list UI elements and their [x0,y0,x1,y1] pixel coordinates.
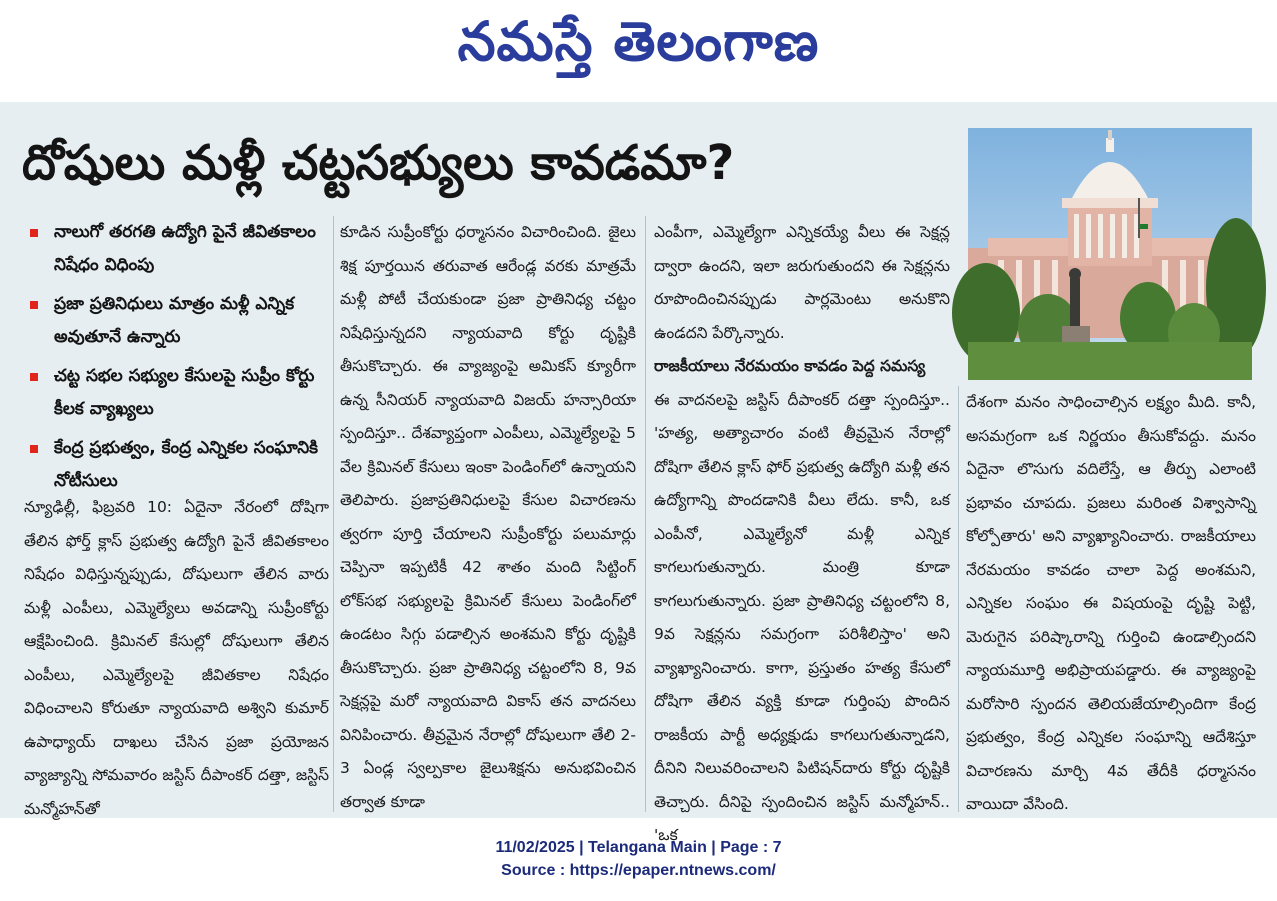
body-paragraph: ఎంపీగా, ఎమ్మెల్యేగా ఎన్నికయ్యే వీలు ఈ సెక్షన్ల ద్వారా ఉందని, ఇలా జరుగుతుందని ఈ సెక్షన్లను రూపొందించినప్పుడు పార్లమెంటు అనుకొని ఉండదని పేర్కొన్నారు. [654,223,950,342]
supreme-court-illustration [968,128,1252,380]
highlight-item [24,432,326,498]
source-link[interactable]: Source : https://epaper.ntnews.com/ [501,862,776,879]
bullet-square-icon [30,301,38,309]
article-column-1 [24,491,329,818]
article-column-4 [966,386,1256,813]
bullet-square-icon [30,445,38,453]
body-paragraph: దేశంగా మనం సాధించాల్సిన లక్ష్యం మీది. కానీ, అసమగ్రంగా ఒక నిర్ణయం తీసుకోవద్దు. మనం ఏదైనా లొసుగు వదిలేస్తే, ఆ తీర్పు ఎలాంటి ప్రభావం చూపదు. ప్రజలు మరింత విశ్వాసాన్ని కోల్పోతారు' అని వ్యాఖ్యానించారు. రాజకీయాలు నేరమయం కావడం చాలా పెద్ద అంశమని, ఎన్నికల సంఘం ఈ విషయంపై దృష్టి పెట్టి, మెరుగైన పరిష్కారాన్ని గుర్తించి ఉండాల్సిందని న్యాయమూర్తి అభిప్రాయపడ్డారు. ఈ వ్యాజ్యంపై మరోసారి స్పందన తెలియజేయాల్సిందిగా కేంద్ర ప్రభుత్వం, కేంద్ర ఎన్నికల సంఘాన్ని ఆదేశిస్తూ విచారణను మార్చి 4వ తేదీకి ధర్మాసనం వాయిదా వేసింది. [966,393,1256,813]
highlight-text: కేంద్ర ప్రభుత్వం, కేంద్ర ఎన్నికల సంఘానికి నోటీసులు [54,438,319,491]
bullet-square-icon [30,229,38,237]
headline: దోషులు మళ్లీ చట్టసభ్యులు కావడమా? [22,135,735,191]
highlight-text: ప్రజా ప్రతినిధులు మాత్రం మళ్లీ ఎన్నిక అవుతూనే ఉన్నారు [54,294,295,347]
body-paragraph: కూడిన సుప్రీంకోర్టు ధర్మాసనం విచారించింది. జైలు శిక్ష పూర్తయిన తరువాత ఆరేండ్ల వరకు మాత్రమే మళ్లీ పోటీ చేయకుండా ప్రజా ప్రాతినిధ్య చట్టం నిషేధిస్తున్నదని న్యాయవాది కోర్టు దృష్టికి తీసుకొచ్చారు. ఈ వ్యాజ్యంపై అమికస్ క్యూరీగా ఉన్న సీనియర్ న్యాయవాది విజయ్ హన్సారియా స్పందిస్తూ.. దేశవ్యాప్తంగా ఎంపీలు, ఎమ్మెల్యేలపై 5 వేల క్రిమినల్ కేసులు ఇంకా పెండింగ్‌లో ఉన్నాయని తెలిపారు. ప్రజాప్రతినిధులపై కేసుల విచారణను త్వరగా పూర్తి చేయాలని సుప్రీంకోర్టు పలుమార్లు చెప్పినా ఇప్పటికీ 42 శాతం మంది సిట్టింగ్ లోక్‌సభ సభ్యులపై క్రిమినల్ కేసులు పెండింగ్‌లో ఉండటం సిగ్గు పడాల్సిన అంశమని కోర్టు దృష్టికి తీసుకొచ్చారు. ప్రజా ప్రాతినిధ్య చట్టంలోని 8, 9వ సెక్షన్లపై మరో న్యాయవాది వికాస్ తన వాదనలు వినిపించారు. తీవ్రమైన నేరాల్లో దోషులుగా తేలి 2-3 ఏండ్ల స్వల్పకాల జైలుశిక్షను అనుభవించిన తర్వాత కూడా [340,223,636,811]
article-column-2 [340,216,636,816]
subheading: రాజకీయాలు నేరమయం కావడం పెద్ద సమస్య [654,357,926,375]
column-divider [645,216,646,812]
column-divider [958,386,959,812]
body-paragraph: న్యూఢిల్లీ, ఫిబ్రవరి 10: ఏదైనా నేరంలో దోషిగా తేలిన ఫోర్త్ క్లాస్ ప్రభుత్వ ఉద్యోగి పైనే జీవితకాలం నిషేధం విధిస్తున్నప్పుడు, దోషులుగా తేలిన వారు మళ్లీ ఎంపీలు, ఎమ్మెల్యేలు అవడాన్ని సుప్రీంకోర్టు ఆక్షేపించింది. క్రిమినల్ కేసుల్లో దోషులుగా తేలిన ఎంపీలు, ఎమ్మెల్యేలపై జీవితకాల నిషేధం విధించాలని కోరుతూ న్యాయవాది అశ్విని కుమార్ ఉపాధ్యాయ్ దాఖలు చేసిన ప్రజా ప్రయోజన వ్యాజ్యాన్ని సోమవారం జస్టిస్ దీపాంకర్ దత్తా, జస్టిస్ మన్మోహన్‌తో [24,498,329,818]
bullet-square-icon [30,373,38,381]
highlight-item [24,288,326,354]
masthead-logo: నమస్తే తెలంగాణ [457,10,820,73]
highlight-text: చట్ట సభల సభ్యుల కేసులపై సుప్రీం కోర్టు కీలక వ్యాఖ్యలు [54,366,315,419]
article-column-3 [654,216,950,844]
highlight-item [24,216,326,282]
highlights-list [24,216,326,504]
masthead [0,0,1277,102]
column-divider [333,216,334,812]
highlight-text: నాలుగో తరగతి ఉద్యోగి పైనే జీవితకాలం నిషేధం విధింపు [54,222,316,275]
article [0,102,1277,844]
supreme-court-photo [968,128,1252,380]
body-paragraph: ఈ వాదనలపై జస్టిస్ దీపాంకర్ దత్తా స్పందిస్తూ.. 'హత్య, అత్యాచారం వంటి తీవ్రమైన నేరాల్లో దోషిగా తేలిన క్లాస్ ఫోర్ ప్రభుత్వ ఉద్యోగి మళ్లీ తన ఉద్యోగాన్ని పొందడానికి వీలు లేదు. కానీ, ఒక ఎంపీనో, ఎమ్మెల్యేనో మళ్లీ ఎన్నిక కాగలుగుతున్నారు. మంత్రి కూడా కాగలుగుతున్నారు. ప్రజా ప్రాతినిధ్య చట్టంలోని 8, 9వ సెక్షన్లను సమగ్రంగా పరిశీలిస్తాం' అని వ్యాఖ్యానించారు. కాగా, ప్రస్తుతం హత్య కేసులో దోషిగా తేలిన వ్యక్తి కూడా గుర్తింపు పొందిన రాజకీయ పార్టీ అధ్యక్షుడు కాగలుగుతున్నాడని, దీనిని నిలువరించాలని పిటిషన్‌దారు కోర్టు దృష్టికి తెచ్చారు. దీనిపై స్పందించిన జస్టిస్ మన్మోహన్.. 'ఒక [654,390,950,844]
edition-info: 11/02/2025 | Telangana Main | Page : 7 [495,839,782,856]
highlight-item [24,360,326,426]
